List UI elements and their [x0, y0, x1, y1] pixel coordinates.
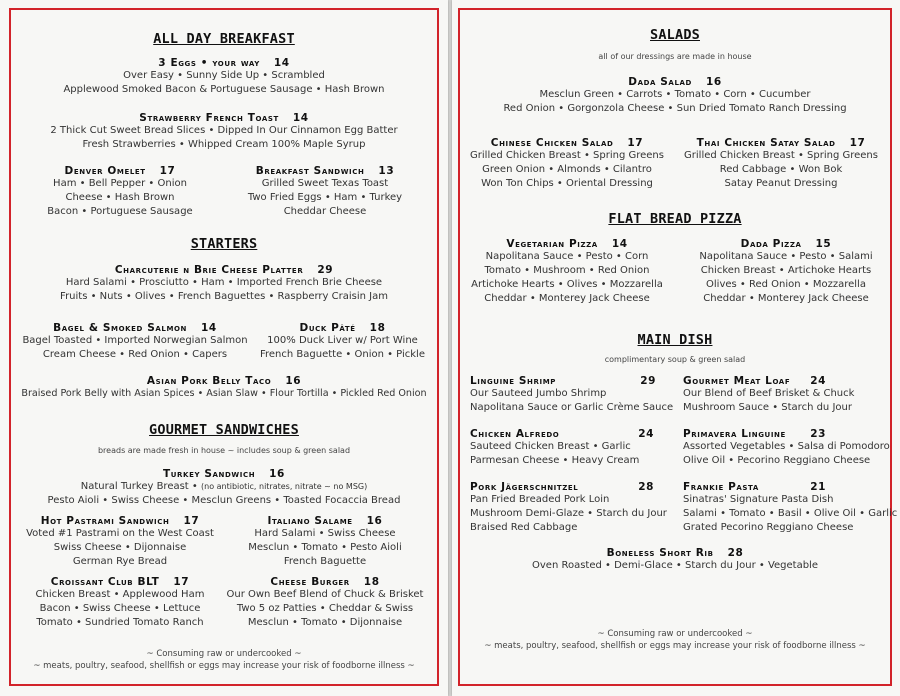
- item-price: 18: [363, 576, 380, 588]
- item-price: 24: [638, 428, 654, 440]
- disclaimer-line: ~ Consuming raw or undercooked ~: [146, 649, 302, 659]
- menu-item-3-eggs: [9, 57, 439, 97]
- item-price: 14: [273, 57, 290, 69]
- menu-item-cheese-burger: [225, 576, 425, 630]
- disclaimer-line: ~ meats, poultry, seafood, shellfish or eggs may increase your risk of foodborne illness ~: [33, 661, 415, 671]
- item-desc-line: Chicken Breast • Artichoke Hearts: [700, 265, 872, 276]
- item-desc-line: Mesclun • Tomato • Pesto Aioli: [248, 542, 402, 553]
- item-desc-line: Oven Roasted • Demi-Glace • Starch du Jour • Vegetable: [532, 560, 818, 571]
- item-desc-line: Grilled Chicken Breast • Spring Greens: [470, 150, 664, 161]
- item-name: Duck Pâté: [299, 322, 356, 334]
- item-name: Denver Omelet: [64, 165, 146, 177]
- item-name: Dada Salad: [628, 76, 692, 88]
- item-name: Turkey Sandwich: [163, 468, 256, 480]
- item-desc-line: Mesclun Green • Carrots • Tomato • Corn • Cucumber: [539, 89, 811, 100]
- item-price: 17: [849, 137, 866, 149]
- item-desc-line: Pan Fried Breaded Pork Loin: [470, 494, 610, 505]
- item-name: Vegetarian Pizza: [506, 238, 598, 250]
- item-desc-line: Ham • Bell Pepper • Onion: [53, 178, 187, 189]
- menu-item-linguine-shrimp: [470, 375, 674, 415]
- item-name: Charcuterie n Brie Cheese Platter: [114, 264, 304, 276]
- sandwiches-note: breads are made fresh in house ~ includes soup & green salad: [97, 446, 351, 455]
- right-food-disclaimer: [458, 628, 892, 652]
- item-desc-line: Applewood Smoked Bacon & Portuguese Sausage • Hash Brown: [63, 84, 385, 95]
- item-desc-line: Napolitana Sauce • Pesto • Salami: [699, 251, 873, 262]
- menu-item-breakfast-sandwich: [225, 165, 425, 219]
- item-desc-line: Hard Salami • Prosciutto • Ham • Imported French Brie Cheese: [65, 277, 383, 288]
- item-price: 13: [378, 165, 395, 177]
- item-name: Bagel & Smoked Salmon: [53, 322, 188, 334]
- item-desc-line: Grilled Chicken Breast • Spring Greens: [684, 150, 878, 161]
- item-desc-line: Cheddar • Monterey Jack Cheese: [703, 293, 869, 304]
- item-desc-line: Mesclun • Tomato • Dijonnaise: [247, 617, 403, 628]
- item-desc-line: French Baguette • Onion • Pickle: [259, 349, 425, 360]
- item-desc-line: Fruits • Nuts • Olives • French Baguettes • Raspberry Craisin Jam: [60, 291, 388, 302]
- menu-item-croissant-club: [20, 576, 220, 630]
- item-desc-line: Bagel Toasted • Imported Norwegian Salmon: [22, 335, 248, 346]
- menu-item-primavera-linguine: [683, 428, 888, 468]
- item-desc-line: German Rye Bread: [72, 556, 168, 567]
- item-price: 28: [638, 481, 654, 493]
- menu-item-thai-chicken-salad: [675, 137, 887, 191]
- item-name: Primavera Linguine: [683, 428, 786, 440]
- item-price: 14: [292, 112, 309, 124]
- item-name: Linguine Shrimp: [470, 375, 556, 387]
- item-name: Frankie Pasta: [683, 481, 759, 493]
- item-name: Chinese Chicken Salad: [490, 137, 614, 149]
- menu-item-chicken-alfredo: [470, 428, 670, 468]
- item-desc-line: Two Fried Eggs • Ham • Turkey: [247, 192, 403, 203]
- item-desc-line: Fresh Strawberries • Whipped Cream 100% Maple Syrup: [82, 139, 366, 150]
- menu-item-bagel-salmon: [20, 322, 250, 362]
- item-name: Strawberry French Toast: [139, 112, 279, 124]
- item-desc-line: Our Blend of Beef Brisket & Chuck: [683, 388, 855, 399]
- item-desc-line: Sauteed Chicken Breast • Garlic: [470, 441, 631, 452]
- main-dish-heading: MAIN DISH: [637, 332, 713, 348]
- item-desc-line: Green Onion • Almonds • Cilantro: [482, 164, 652, 175]
- menu-item-boneless-short-rib: [458, 547, 892, 573]
- item-desc-line: Parmesan Cheese • Heavy Cream: [470, 455, 640, 466]
- item-desc-line: Salami • Tomato • Basil • Olive Oil • Garlic: [683, 508, 898, 519]
- salads-note: all of our dressings are made in house: [598, 52, 752, 61]
- item-price: 29: [317, 264, 334, 276]
- item-desc-line: Pesto Aioli • Swiss Cheese • Mesclun Greens • Toasted Focaccia Bread: [47, 495, 401, 506]
- menu-item-denver-omelet: [20, 165, 220, 219]
- item-desc-line: 100% Duck Liver w/ Port Wine: [267, 335, 418, 346]
- item-desc-line: Cheddar • Monterey Jack Cheese: [484, 293, 650, 304]
- item-desc-line: Hard Salami • Swiss Cheese: [254, 528, 396, 539]
- item-desc-line: Red Cabbage • Won Bok: [719, 164, 843, 175]
- item-desc-line: Mushroom Sauce • Starch du Jour: [683, 402, 852, 413]
- menu-item-dada-salad: [458, 76, 892, 116]
- item-price: 21: [810, 481, 826, 493]
- breakfast-heading: ALL DAY BREAKFAST: [153, 31, 295, 47]
- item-price: 16: [366, 515, 383, 527]
- item-price: 14: [201, 322, 217, 334]
- item-name: 3 Eggs • your way: [158, 57, 260, 69]
- item-price: 15: [815, 238, 832, 250]
- item-name: Thai Chicken Satay Salad: [696, 137, 836, 149]
- item-desc-line: Won Ton Chips • Oriental Dressing: [481, 178, 653, 189]
- pizza-heading: FLAT BREAD PIZZA: [608, 211, 742, 227]
- item-desc-line: Voted #1 Pastrami on the West Coast: [26, 528, 214, 539]
- item-desc-line: Bacon • Portuguese Sausage: [47, 206, 193, 217]
- item-price: 29: [640, 375, 656, 387]
- menu-item-pork-jagerschnitzel: [470, 481, 670, 535]
- menu-item-frankie-pasta: [683, 481, 898, 535]
- item-desc-line: Our Own Beef Blend of Chuck & Brisket: [226, 589, 424, 600]
- item-desc-line: Two 5 oz Patties • Cheddar & Swiss: [236, 603, 414, 614]
- item-price: 14: [611, 238, 628, 250]
- menu-item-french-toast: [9, 112, 439, 152]
- item-desc-line: Olives • Red Onion • Mozzarella: [706, 279, 866, 290]
- item-desc-line: Bacon • Swiss Cheese • Lettuce: [39, 603, 201, 614]
- menu-item-chinese-chicken-salad: [462, 137, 672, 191]
- item-desc-text: Natural Turkey Breast •: [80, 481, 201, 492]
- item-desc-line: Chicken Breast • Applewood Ham: [35, 589, 205, 600]
- item-desc-line: Cheddar Cheese: [283, 206, 367, 217]
- item-desc-line: Napolitana Sauce or Garlic Crème Sauce: [470, 402, 674, 413]
- item-desc-line: [9, 480, 439, 494]
- item-name: Chicken Alfredo: [470, 428, 560, 440]
- starters-heading: STARTERS: [190, 236, 258, 252]
- item-desc-line: Over Easy • Sunny Side Up • Scrambled: [123, 70, 325, 81]
- item-name: Pork Jägerschnitzel: [470, 481, 579, 493]
- menu-item-pork-belly-taco: [9, 375, 439, 401]
- item-desc-line: Mushroom Demi-Glaze • Starch du Jour: [470, 508, 667, 519]
- item-name: Asian Pork Belly Taco: [146, 375, 272, 387]
- item-price: 17: [627, 137, 644, 149]
- item-desc-line: Braised Red Cabbage: [470, 522, 578, 533]
- disclaimer-line: ~ Consuming raw or undercooked ~: [597, 629, 753, 639]
- item-desc-line: Artichoke Hearts • Olives • Mozzarella: [471, 279, 663, 290]
- item-desc-line: 2 Thick Cut Sweet Bread Slices • Dipped In Our Cinnamon Egg Batter: [50, 125, 398, 136]
- item-desc-line: Cheese • Hash Brown: [65, 192, 175, 203]
- item-name: Dada Pizza: [740, 238, 802, 250]
- item-price: 16: [285, 375, 302, 387]
- item-desc-line: Satay Peanut Dressing: [724, 178, 838, 189]
- item-price: 16: [269, 468, 285, 480]
- item-price: 23: [810, 428, 826, 440]
- item-desc-line: Swiss Cheese • Dijonnaise: [53, 542, 187, 553]
- disclaimer-line: ~ meats, poultry, seafood, shellfish or eggs may increase your risk of foodborne illness ~: [484, 641, 866, 651]
- left-food-disclaimer: [9, 648, 439, 672]
- item-desc-line: Tomato • Mushroom • Red Onion: [484, 265, 650, 276]
- item-price: 17: [159, 165, 176, 177]
- item-price: 28: [727, 547, 744, 559]
- menu-item-italiano-salame: [225, 515, 425, 569]
- item-desc-line: Napolitana Sauce • Pesto • Corn: [485, 251, 649, 262]
- menu-item-turkey-sandwich: [9, 468, 439, 508]
- menu-item-vegetarian-pizza: [467, 238, 667, 306]
- item-desc-line: Grilled Sweet Texas Toast: [261, 178, 389, 189]
- item-desc-line: French Baguette: [283, 556, 367, 567]
- salads-heading: SALADS: [650, 27, 700, 43]
- item-name: Breakfast Sandwich: [255, 165, 365, 177]
- menu-item-charcuterie-platter: [9, 264, 439, 304]
- item-desc-line: Cream Cheese • Red Onion • Capers: [42, 349, 228, 360]
- menu-item-duck-pate: [250, 322, 435, 362]
- item-desc-line: Grated Pecorino Reggiano Cheese: [683, 522, 854, 533]
- item-price: 17: [173, 576, 190, 588]
- item-name: Italiano Salame: [267, 515, 353, 527]
- menu-item-dada-pizza: [686, 238, 886, 306]
- item-price: 18: [369, 322, 386, 334]
- item-price: 24: [810, 375, 826, 387]
- item-price: 17: [183, 515, 200, 527]
- item-desc-note: (no antibiotic, nitrates, nitrate ~ no MSG): [201, 482, 368, 491]
- item-name: Croissant Club BLT: [50, 576, 160, 588]
- main-dish-note: complimentary soup & green salad: [604, 355, 746, 364]
- item-name: Boneless Short Rib: [606, 547, 714, 559]
- item-desc-line: Tomato • Sundried Tomato Ranch: [36, 617, 204, 628]
- sandwiches-heading: GOURMET SANDWICHES: [149, 422, 299, 438]
- item-desc-line: Sinatras' Signature Pasta Dish: [683, 494, 834, 505]
- item-desc-line: Our Sauteed Jumbo Shrimp: [470, 388, 607, 399]
- item-price: 16: [705, 76, 722, 88]
- item-name: Cheese Burger: [270, 576, 350, 588]
- item-name: Gourmet Meat Loaf: [683, 375, 791, 387]
- menu-item-gourmet-meat-loaf: [683, 375, 888, 415]
- item-desc-line: Olive Oil • Pecorino Reggiano Cheese: [683, 455, 871, 466]
- item-desc-line: Braised Pork Belly with Asian Spices • Asian Slaw • Flour Tortilla • Pickled Red Onion: [21, 388, 427, 399]
- menu-item-hot-pastrami: [20, 515, 220, 569]
- item-desc-line: Assorted Vegetables • Salsa di Pomodoro: [683, 441, 890, 452]
- item-desc-line: Red Onion • Gorgonzola Cheese • Sun Dried Tomato Ranch Dressing: [503, 103, 847, 114]
- item-name: Hot Pastrami Sandwich: [40, 515, 170, 527]
